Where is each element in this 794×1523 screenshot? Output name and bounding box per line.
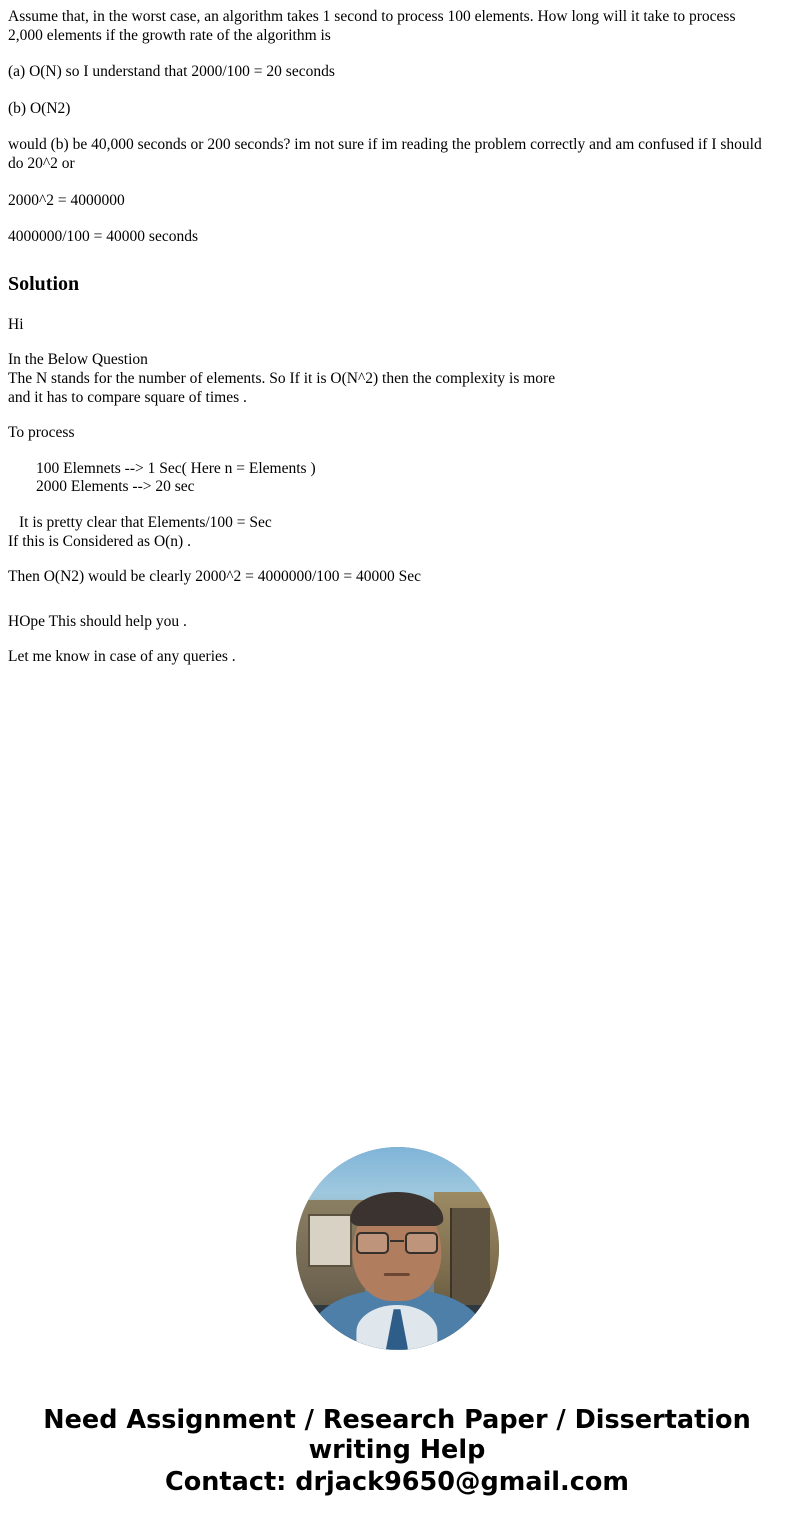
- solution-step-2: 2000 Elements --> 20 sec: [36, 478, 195, 496]
- spacer: [8, 604, 786, 613]
- question-calc-2: 4000000/100 = 40000 seconds: [8, 228, 198, 246]
- avatar-container: [8, 1147, 786, 1350]
- avatar: [296, 1147, 499, 1350]
- solution-greeting: Hi: [8, 315, 24, 333]
- promo-line-2: writing Help: [308, 1434, 486, 1465]
- solution-considered-line: If this is Considered as O(n) .: [8, 532, 191, 550]
- question-part-a: (a) O(N) so I understand that 2000/100 = 20 seconds: [8, 63, 335, 81]
- avatar-background-frame: [308, 1214, 353, 1267]
- question-confusion: would (b) be 40,000 seconds or 200 seconds? im not sure if im reading the problem correctly and am confused if I should do 20^2 or: [8, 136, 762, 172]
- solution-step-1: 100 Elemnets --> 1 Sec( Here n = Elements ): [36, 459, 316, 477]
- avatar-mouth: [384, 1273, 410, 1276]
- question-calc-1: 2000^2 = 4000000: [8, 191, 125, 209]
- solution-clear-line: It is pretty clear that Elements/100 = Sec: [19, 513, 272, 531]
- question-part-b: (b) O(N2): [8, 99, 71, 117]
- solution-to-process: To process: [8, 424, 75, 442]
- avatar-background-door: [450, 1208, 491, 1310]
- solution-then-line: Then O(N2) would be clearly 2000^2 = 4000000/100 = 40000 Sec: [8, 568, 422, 586]
- question-intro: Assume that, in the worst case, an algorithm takes 1 second to process 100 elements. How long will it take to process 2,000 elements if the growth rate of the algorithm is: [8, 8, 736, 44]
- solution-heading: Solution: [8, 272, 80, 295]
- avatar-glasses-left-lens: [356, 1232, 388, 1254]
- promo-contact-line: Contact: drjack9650@gmail.com: [165, 1467, 629, 1498]
- solution-steps: [8, 460, 786, 497]
- avatar-glasses-right-lens: [405, 1232, 437, 1254]
- solution-queries-line: Let me know in case of any queries .: [8, 648, 236, 666]
- solution-explain-line-1: In the Below Question: [8, 351, 148, 369]
- solution-conclusion: [8, 514, 786, 551]
- solution-explain-line-2: The N stands for the number of elements. So If it is O(N^2) then the complexity is more: [8, 369, 556, 387]
- avatar-glasses-bridge: [390, 1240, 404, 1242]
- promo-line-1: Need Assignment / Research Paper / Dissertation: [43, 1404, 751, 1435]
- solution-hope-line: HOpe This should help you .: [8, 612, 187, 630]
- solution-explanation: [8, 351, 786, 407]
- solution-explain-line-3: and it has to compare square of times .: [8, 388, 247, 406]
- promo-footer: [8, 1405, 786, 1521]
